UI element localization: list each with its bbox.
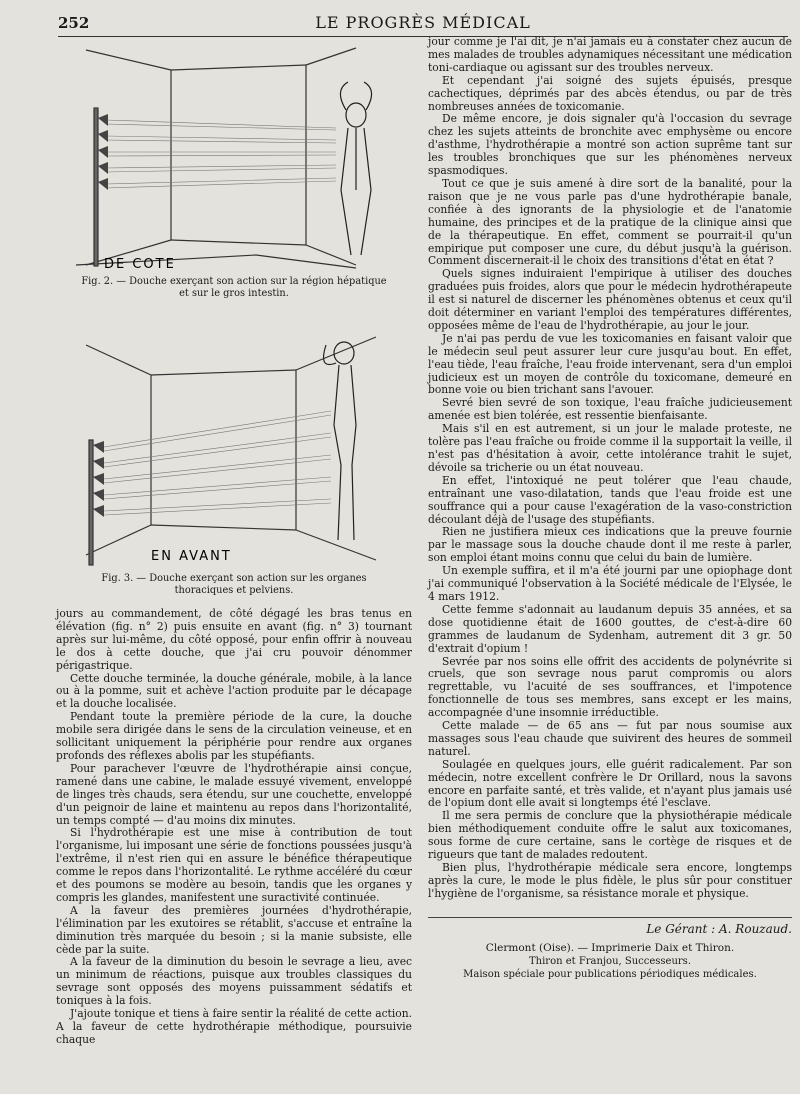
figure-3 xyxy=(56,315,412,600)
figure-2-caption: Fig. 2. — Douche exerçant son action sur la région hépatique et sur le gros intestin. xyxy=(81,276,387,299)
paragraph: A la faveur des premières journées d'hydrothérapie, l'élimination par les exutoires se rétablit, s'accuse et entraîne la diminution très marquée du besoin ; si la manie subsiste, elle cède par la suite. xyxy=(56,903,412,956)
right-column xyxy=(428,36,792,901)
paragraph: Et cependant j'ai soigné des sujets épuisés, presque cachectiques, déprimés par des abcès étendus, ou par de très nombreuses années de toxicomanie. xyxy=(428,73,792,113)
page-header xyxy=(58,8,788,37)
shower-side-illustration xyxy=(56,40,412,276)
printer-line-1: Clermont (Oise). — Imprimerie Daix et Thiron. xyxy=(485,942,735,954)
paragraph: jour comme je l'ai dit, je n'ai jamais eu à constater chez aucun de mes malades de troubles adynamiques nécessitant une médication toni-cardiaque ou agissant sur des troubles nerveux. xyxy=(428,35,792,74)
figure-2-label: DE COTE xyxy=(104,257,176,272)
paragraph: Mais s'il en est autrement, si un jour le malade proteste, ne tolère pas l'eau fraîche ou froide comme il la supportait la veille, il n'est pas d'hésitation à avoir, cette intolérance trahit le sujet, dévoile sa tricherie ou un état nouveau. xyxy=(428,422,792,474)
paragraph: Rien ne justifiera mieux ces indications que la preuve fournie par le massage sous la douche chaude dont il me reste à parler, son emploi étant moins connu que celui du bain de lumière. xyxy=(428,525,792,565)
paragraph: Quels signes induiraient l'empirique à utiliser des douches graduées puis froides, alors que pour le médecin hydrothérapeute il est si naturel de discerner les phénomènes obtenus et ceux qu'il doit déterminer en variant l'emploi des températures différentes, opposées même de l'eau de l'hydrothérapie, au jour le jour. xyxy=(428,267,792,332)
figure-2 xyxy=(56,40,412,302)
paragraph: Bien plus, l'hydrothérapie médicale sera encore, longtemps après la cure, le mode le plus fidèle, le plus sûr pour constituer l'hygiène de l'organisme, sa résistance morale et physique. xyxy=(428,861,792,900)
paragraph: Cette malade — de 65 ans — fut par nous soumise aux massages sous l'eau chaude que suivirent des heures de sommeil naturel. xyxy=(428,719,792,758)
paragraph: En effet, l'intoxiqué ne peut tolérer que l'eau chaude, entraînant une vaso-dilatation, tands que l'eau froide est une souffrance qui a pour cause l'exagération de la vaso-constriction découlant déjà de l'usage des stupéfiants. xyxy=(428,473,792,526)
paragraph: Sevrée par nos soins elle offrit des accidents de polynévrite si cruels, que son sevrage nous parut compromis ou alors regrettable, vu l'acuité de ses souffrances, et l'impotence fonctionnelle de tous ses membres, sans except er les mains, accompagnée d'une insomnie irréductible. xyxy=(428,654,792,720)
paragraph: Je n'ai pas perdu de vue les toxicomanies en faisant valoir que le médecin seul peut assurer leur cure jusqu'au bout. En effet, l'eau tiède, l'eau fraîche, l'eau froide intervenant, sera d'un emploi judicieux est un moyen de contrôle du toxicomane, demeuré en bonne voie ou bien trichant sans l'avouer. xyxy=(428,331,792,397)
printer-imprint xyxy=(428,942,792,981)
paragraph: Tout ce que je suis amené à dire sort de la banalité, pour la raison que je ne vous parle pas d'une hydrothérapie banale, confiée à des ignorants de la physiologie et de l'anatomie humaine, des principes et de la pratique de la clinique ainsi que de la thérapeutique. En effet, comment se pourrait-il qu'un empirique put composer une cure, du début jusqu'à la guérison. Comment discernerait-il le choix des transitions d'état en état ? xyxy=(428,176,792,268)
paragraph: Si l'hydrothérapie est une mise à contribution de tout l'organisme, lui imposant une série de fonctions poussées jusqu'à l'extrême, il n'est rien qui en assure le bénéfice thérapeutique comme le repos dans l'horizontalité. Le rythme accéléré du cœur et des poumons se modère au besoin, tandis que les organes y compris les glandes, manifestent une suractivité continuée. xyxy=(56,826,412,904)
paragraph: J'ajoute tonique et tiens à faire sentir la réalité de cette action. A la faveur de cette hydrothérapie méthodique, poursuivie chaque xyxy=(56,1007,412,1046)
page-number: 252 xyxy=(58,14,90,32)
journal-title: LE PROGRÈS MÉDICAL xyxy=(315,13,531,32)
paragraph: Il me sera permis de conclure que la physiothérapie médicale bien méthodiquement conduite offre le salut aux toxicomanes, sous forme de cure certaine, sans le cortège de risques et de rigueurs que tant de malades redoutent. xyxy=(428,809,792,862)
left-column xyxy=(56,608,412,1047)
paragraph: Soulagée en quelques jours, elle guérit radicalement. Par son médecin, notre excellent confrère le Dr Orillard, nous la savons encore en parfaite santé, et très valide, et n'ayant plus jamais usé de l'opium dont elle avait si longtemps été l'esclave. xyxy=(428,757,792,810)
paragraph: De même encore, je dois signaler qu'à l'occasion du sevrage chez les sujets atteints de bronchite avec emphysème ou encore d'asthme, l'hydrothérapie a montré son action suprême tant sur les troubles bronchiques que sur les phénomènes nerveux spasmodiques. xyxy=(428,112,792,178)
figure-3-label: EN AVANT xyxy=(151,549,232,564)
paragraph: A la faveur de la diminution du besoin le sevrage a lieu, avec un minimum de réactions, puisque aux troubles classiques du sevrage sont opposés des moyens puissamment sédatifs et toniques à la fois. xyxy=(56,955,412,1008)
paragraph: jours au commandement, de côté dégagé les bras tenus en élévation (fig. n° 2) puis ensuite en avant (fig. n° 3) tournant après sur lui-même, du côté opposé, pour enfin offrir à nouveau le dos à cette douche, que j'ai cru pouvoir dénommer périgastrique. xyxy=(56,607,412,672)
paragraph: Cette douche terminée, la douche générale, mobile, à la lance ou à la pomme, suit et achève l'action produite par le décapage et la douche localisée. xyxy=(56,671,412,711)
figure-3-caption: Fig. 3. — Douche exerçant son action sur les organes thoraciques et pelviens. xyxy=(101,573,367,596)
paragraph: Un exemple suffira, et il m'a été journi par une opiophage dont j'ai communiqué l'observation à la Société médicale de l'Elysée, le 4 mars 1912. xyxy=(428,564,792,603)
paragraph: Sevré bien sevré de son toxique, l'eau fraîche judicieusement amenée est bien tolérée, est ressentie bienfaisante. xyxy=(428,396,792,423)
printer-line-2: Thiron et Franjou, Successeurs. xyxy=(528,956,691,967)
paragraph: Pour parachever l'œuvre de l'hydrothérapie ainsi conçue, ramené dans une cabine, le malade essuyé vivement, enveloppé de linges très chauds, sera étendu, sur une couchette, enveloppé d'un peignoir de laine et maintenu au repos dans l'horizontalité, un temps compté — d'au moins dix minutes. xyxy=(56,761,412,827)
printer-line-3: Maison spéciale pour publications périodiques médicales. xyxy=(463,969,757,980)
paragraph: Pendant toute la première période de la cure, la douche mobile sera dirigée dans le sens de la circulation veineuse, et en sollicitant uniquement la périphérie pour rendre aux organes profonds des réflexes abolis par les stupéfiants. xyxy=(56,710,412,762)
signature: Le Gérant : A. Rouzaud. xyxy=(428,917,792,936)
paragraph: Cette femme s'adonnait au laudanum depuis 35 années, et sa dose quotidienne était de 1600 gouttes, de c'est-à-dire 60 grammes de laudanum de Sydenham, autrement dit 3 gr. 50 d'extrait d'opium ! xyxy=(428,602,792,655)
shower-front-illustration xyxy=(56,315,412,573)
